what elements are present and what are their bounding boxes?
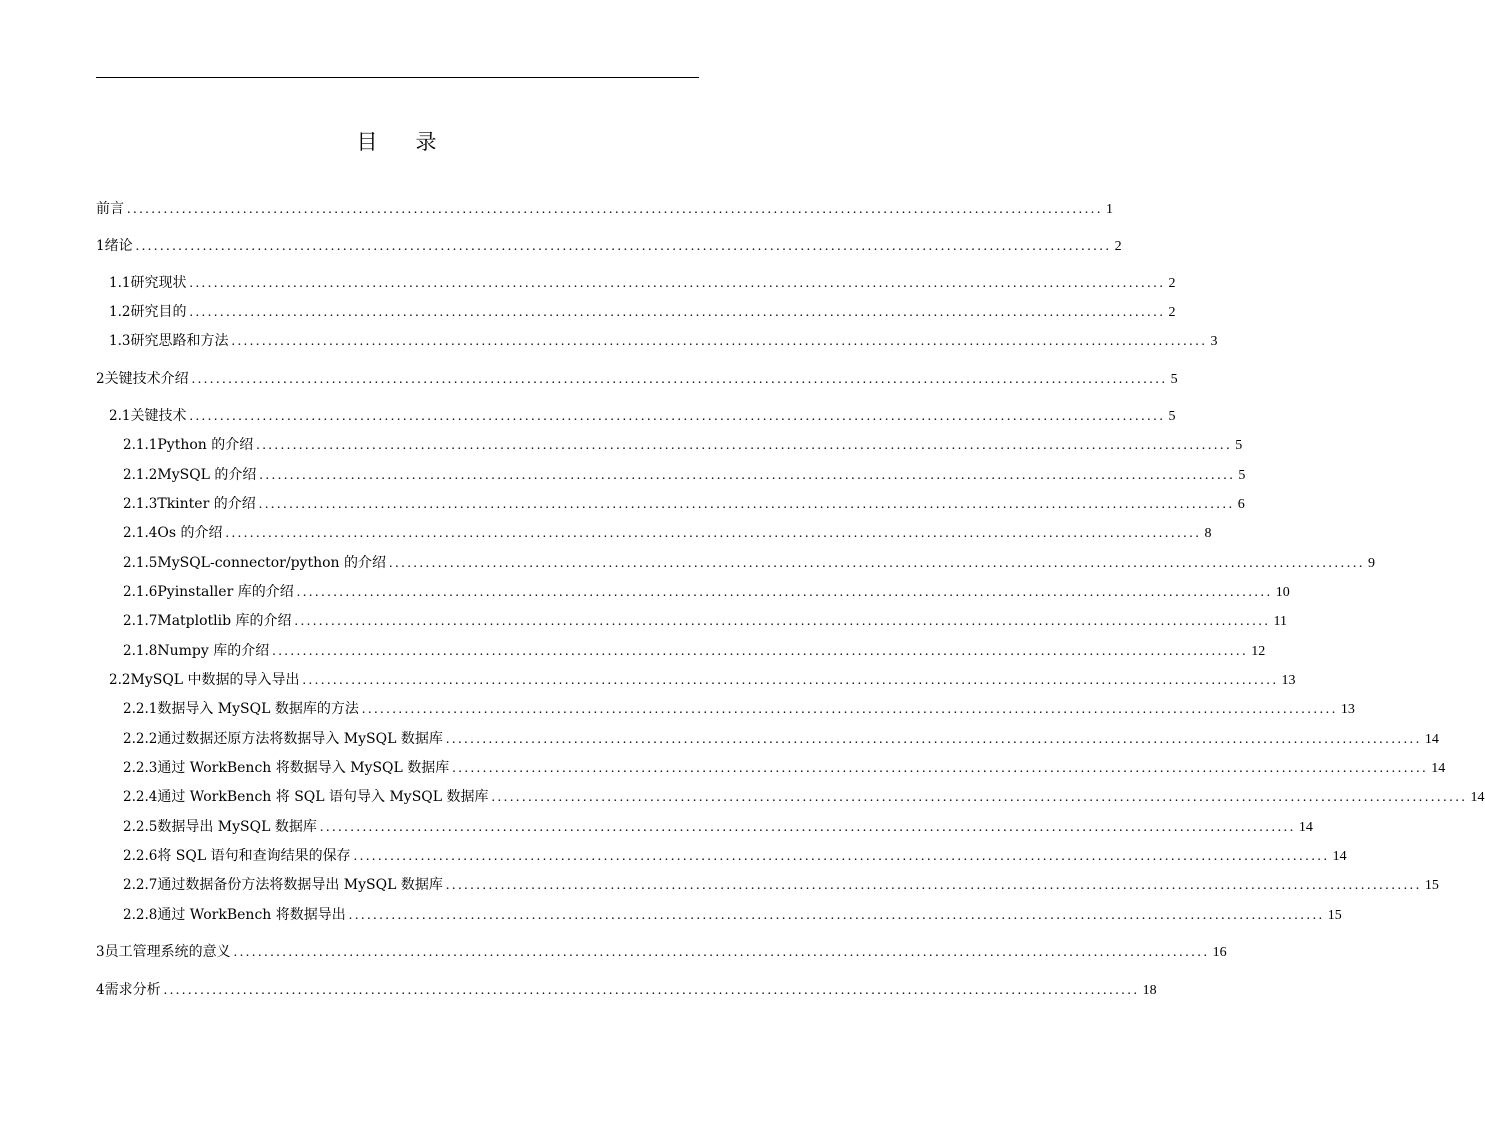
toc-entry-text: 数据导出 MySQL 数据库 bbox=[157, 819, 317, 835]
toc-entry-page: 9 bbox=[1368, 556, 1376, 571]
toc-entry-number: 1.1 bbox=[109, 275, 131, 291]
toc-entry[interactable] bbox=[96, 553, 1376, 573]
toc-entry-number: 2.2.3 bbox=[123, 760, 158, 776]
toc-entry[interactable] bbox=[96, 846, 1347, 866]
toc-entry[interactable] bbox=[96, 817, 1313, 837]
toc-leader: ................................................................................................................................................................ bbox=[258, 497, 1235, 512]
toc-entry-page: 14 bbox=[1332, 849, 1347, 864]
toc-leader: ................................................................................................................................................................ bbox=[445, 878, 1422, 893]
toc-entry-page: 10 bbox=[1275, 585, 1290, 600]
toc-entry-text: 员工管理系统的意义 bbox=[104, 944, 231, 960]
toc-entry-page: 3 bbox=[1210, 334, 1218, 349]
toc-entry-page: 6 bbox=[1237, 497, 1245, 512]
toc-leader: ................................................................................................................................................................ bbox=[348, 908, 1325, 923]
toc-entry-text: MySQL-connector/python 的介绍 bbox=[157, 555, 387, 571]
toc-leader: ................................................................................................................................................................ bbox=[491, 790, 1468, 805]
toc-entry[interactable] bbox=[96, 302, 1176, 322]
toc-entry-text: 将 SQL 语句和查询结果的保存 bbox=[157, 848, 351, 864]
toc-entry-text: 研究现状 bbox=[130, 275, 187, 291]
toc-entry-page: 15 bbox=[1327, 908, 1342, 923]
toc-entry-number: 2.2.8 bbox=[123, 907, 158, 923]
toc-entry-text: 绪论 bbox=[104, 238, 133, 254]
toc-entry-number: 2.1.5 bbox=[123, 555, 158, 571]
toc-entry-page: 2 bbox=[1168, 305, 1176, 320]
toc-entry-text: MySQL 的介绍 bbox=[157, 467, 257, 483]
toc-entry-number: 3 bbox=[96, 944, 105, 960]
toc-entry-page: 14 bbox=[1424, 732, 1439, 747]
toc-entry-number: 2.2.1 bbox=[123, 701, 158, 717]
toc-leader: ................................................................................................................................................................ bbox=[302, 673, 1279, 688]
toc-entry-page: 2 bbox=[1114, 239, 1122, 254]
toc-entry-number: 2.2.7 bbox=[123, 877, 158, 893]
toc-entry-number: 2.2.5 bbox=[123, 819, 158, 835]
toc-entry-number: 2.1.3 bbox=[123, 496, 158, 512]
toc-entry-text: Python 的介绍 bbox=[157, 437, 254, 453]
toc-leader: ................................................................................................................................................................ bbox=[189, 305, 1166, 320]
toc-leader: ................................................................................................................................................................ bbox=[135, 239, 1112, 254]
toc-leader: ................................................................................................................................................................ bbox=[296, 585, 1273, 600]
toc-entry-text: 前言 bbox=[96, 201, 124, 217]
toc-entry[interactable] bbox=[96, 273, 1176, 293]
toc-entry-page: 14 bbox=[1431, 761, 1446, 776]
toc-entry-page: 18 bbox=[1142, 983, 1157, 998]
toc-entry[interactable] bbox=[96, 582, 1290, 602]
toc-entry[interactable] bbox=[96, 611, 1288, 631]
toc-entry-page: 14 bbox=[1298, 820, 1313, 835]
toc-entry[interactable] bbox=[96, 523, 1212, 543]
toc-entry-text: 需求分析 bbox=[104, 982, 161, 998]
toc-entry[interactable] bbox=[96, 670, 1296, 690]
toc-entry-page: 14 bbox=[1470, 790, 1485, 805]
toc-leader: ................................................................................................................................................................ bbox=[445, 732, 1422, 747]
toc-entry-number: 2.2.6 bbox=[123, 848, 158, 864]
toc-entry-page: 11 bbox=[1273, 614, 1288, 629]
toc-entry-page: 13 bbox=[1340, 702, 1355, 717]
toc-entry-page: 16 bbox=[1212, 945, 1227, 960]
toc-entry-text: 研究思路和方法 bbox=[130, 333, 229, 349]
toc-entry[interactable] bbox=[96, 942, 1227, 962]
toc-leader: ................................................................................................................................................................ bbox=[361, 702, 1338, 717]
toc-entry[interactable] bbox=[96, 641, 1266, 661]
toc-leader: ................................................................................................................................................................ bbox=[259, 468, 1236, 483]
toc-entry-page: 12 bbox=[1251, 644, 1266, 659]
toc-leader: ................................................................................................................................................................ bbox=[353, 849, 1330, 864]
toc-entry-page: 2 bbox=[1168, 276, 1176, 291]
toc-leader: ................................................................................................................................................................ bbox=[256, 438, 1233, 453]
toc-entry-number: 2 bbox=[96, 371, 105, 387]
toc-title bbox=[0, 126, 793, 156]
toc-entry-text: 通过 WorkBench 将数据导入 MySQL 数据库 bbox=[157, 760, 450, 776]
toc-entry[interactable] bbox=[96, 905, 1342, 925]
toc-entry-number: 2.2 bbox=[109, 672, 131, 688]
toc-entry[interactable] bbox=[96, 758, 1446, 778]
toc-entry[interactable] bbox=[96, 331, 1218, 351]
toc-entry-text: MySQL 中数据的导入导出 bbox=[130, 672, 300, 688]
toc-entry-text: Pyinstaller 库的介绍 bbox=[157, 584, 294, 600]
toc-entry[interactable] bbox=[96, 875, 1439, 895]
toc-entry-number: 2.1.2 bbox=[123, 467, 158, 483]
toc-entry-page: 5 bbox=[1168, 409, 1176, 424]
toc-entry-number: 1 bbox=[96, 238, 105, 254]
toc-entry[interactable] bbox=[96, 435, 1243, 455]
toc-entry-number: 4 bbox=[96, 982, 105, 998]
toc-entry[interactable] bbox=[96, 465, 1246, 485]
toc-entry[interactable] bbox=[96, 199, 1113, 219]
toc-entry-number: 1.3 bbox=[109, 333, 131, 349]
toc-leader: ................................................................................................................................................................ bbox=[294, 614, 1271, 629]
toc-entry-number: 2.2.2 bbox=[123, 731, 158, 747]
toc-leader: ................................................................................................................................................................ bbox=[272, 644, 1249, 659]
toc-entry-page: 8 bbox=[1204, 526, 1212, 541]
toc-entry-page: 15 bbox=[1424, 878, 1439, 893]
toc-entry-number: 2.1.1 bbox=[123, 437, 158, 453]
toc-leader: ................................................................................................................................................................ bbox=[319, 820, 1296, 835]
toc-entry-number: 2.1.4 bbox=[123, 525, 158, 541]
toc-entry-text: 研究目的 bbox=[130, 304, 187, 320]
toc-entry-page: 1 bbox=[1106, 202, 1113, 217]
header-rule bbox=[96, 77, 699, 78]
toc-entry[interactable] bbox=[96, 699, 1355, 719]
toc-entry-text: Matplotlib 库的介绍 bbox=[157, 613, 292, 629]
toc-entry-number: 1.2 bbox=[109, 304, 131, 320]
toc-entry-page: 13 bbox=[1281, 673, 1296, 688]
toc-entry-text: Numpy 库的介绍 bbox=[157, 643, 270, 659]
toc-entry[interactable] bbox=[96, 729, 1439, 749]
toc-entry-text: Os 的介绍 bbox=[157, 525, 223, 541]
toc-entry-text: 关键技术 bbox=[130, 408, 187, 424]
toc-entry-page: 5 bbox=[1170, 372, 1178, 387]
toc-entry-number: 2.1.7 bbox=[123, 613, 158, 629]
toc-entry[interactable] bbox=[96, 980, 1157, 1000]
toc-entry[interactable] bbox=[96, 787, 1485, 807]
toc-entry-number: 2.1 bbox=[109, 408, 131, 424]
toc-entry[interactable] bbox=[96, 406, 1176, 426]
toc-leader: ................................................................................................................................................................ bbox=[233, 945, 1210, 960]
toc-entry-number: 2.1.8 bbox=[123, 643, 158, 659]
toc-leader: ................................................................................................................................................................ bbox=[189, 276, 1166, 291]
toc-leader: ................................................................................................................................................................ bbox=[389, 556, 1366, 571]
toc-leader: ................................................................................................................................................................ bbox=[191, 372, 1168, 387]
toc-entry[interactable] bbox=[96, 236, 1122, 256]
toc-entry-number: 2.2.4 bbox=[123, 789, 158, 805]
toc-leader: ................................................................................................................................................................ bbox=[231, 334, 1208, 349]
toc-entry[interactable] bbox=[96, 369, 1178, 389]
toc-entry-text: 关键技术介绍 bbox=[104, 371, 189, 387]
toc-leader: ................................................................................................................................................................ bbox=[127, 202, 1103, 217]
toc-leader: ................................................................................................................................................................ bbox=[189, 409, 1166, 424]
toc-entry-text: 通过数据备份方法将数据导出 MySQL 数据库 bbox=[157, 877, 443, 893]
toc-entry-text: Tkinter 的介绍 bbox=[157, 496, 256, 512]
toc-leader: ................................................................................................................................................................ bbox=[163, 983, 1140, 998]
toc-entry-text: 通过 WorkBench 将 SQL 语句导入 MySQL 数据库 bbox=[157, 789, 489, 805]
toc-title-right: 录 bbox=[415, 130, 437, 154]
toc-entry-text: 通过 WorkBench 将数据导出 bbox=[157, 907, 346, 923]
toc-entry-page: 5 bbox=[1235, 438, 1243, 453]
toc-leader: ................................................................................................................................................................ bbox=[225, 526, 1202, 541]
toc-leader: ................................................................................................................................................................ bbox=[452, 761, 1429, 776]
toc-entry-number: 2.1.6 bbox=[123, 584, 158, 600]
toc-entry-text: 通过数据还原方法将数据导入 MySQL 数据库 bbox=[157, 731, 443, 747]
toc-title-left: 目 bbox=[356, 130, 378, 154]
toc-entry-text: 数据导入 MySQL 数据库的方法 bbox=[157, 701, 359, 717]
toc-entry[interactable] bbox=[96, 494, 1245, 514]
toc-entry-page: 5 bbox=[1238, 468, 1246, 483]
